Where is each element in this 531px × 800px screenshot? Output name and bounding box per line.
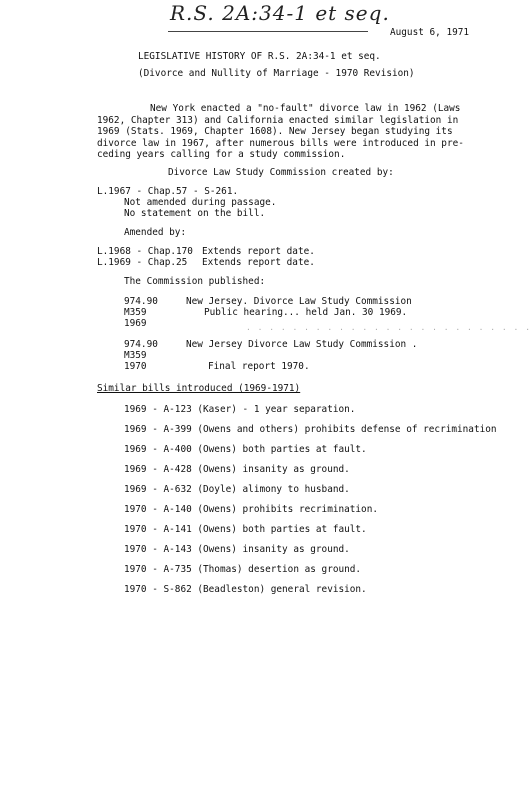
amended-desc: Extends report date.: [202, 257, 315, 268]
handwritten-underline: [168, 31, 368, 32]
commission-law: L.1967 - Chap.57 - S-261.: [97, 186, 239, 197]
document-date: August 6, 1971: [390, 27, 470, 38]
intro-line: 1962, Chapter 313) and California enacted similar legislation in: [97, 115, 459, 126]
publication-detail: Public hearing... held Jan. 30 1969.: [204, 307, 408, 318]
bill-item: 1969 - A-399 (Owens and others) prohibits defense of recrimination: [124, 424, 497, 435]
commission-note: No statement on the bill.: [124, 208, 266, 219]
amended-heading: Amended by:: [124, 227, 187, 238]
published-heading: The Commission published:: [124, 276, 266, 287]
intro-line: New York enacted a "no-fault" divorce law in 1962 (Laws: [150, 103, 461, 114]
intro-line: divorce law in 1967, after numerous bills were introduced in pre-: [97, 138, 464, 149]
document-subtitle: (Divorce and Nullity of Marriage - 1970 Revision): [138, 68, 415, 79]
amended-law: L.1968 - Chap.170: [97, 246, 193, 257]
call-number: 974.90: [124, 339, 158, 350]
similar-bills-heading: Similar bills introduced (1969-1971): [97, 383, 301, 394]
handwritten-citation: R.S. 2A:34-1 et seq.: [170, 1, 390, 25]
call-number: 1970: [124, 361, 147, 372]
call-number: M359: [124, 307, 147, 318]
faint-marks: · · · · · · · · · · · · · · · · · · · · · · · · ·: [246, 325, 531, 334]
bill-item: 1969 - A-123 (Kaser) - 1 year separation.: [124, 404, 356, 415]
commission-note: Not amended during passage.: [124, 197, 277, 208]
call-number: M359: [124, 350, 147, 361]
document-title: LEGISLATIVE HISTORY OF R.S. 2A:34-1 et seq.: [138, 51, 381, 62]
bill-item: 1970 - A-143 (Owens) insanity as ground.: [124, 544, 350, 555]
publication-title: New Jersey. Divorce Law Study Commission: [186, 296, 412, 307]
amended-desc: Extends report date.: [202, 246, 315, 257]
bill-item: 1970 - A-140 (Owens) prohibits recrimination.: [124, 504, 378, 515]
bill-item: 1969 - A-400 (Owens) both parties at fault.: [124, 444, 367, 455]
call-number: 1969: [124, 318, 147, 329]
commission-heading: Divorce Law Study Commission created by:: [168, 167, 394, 178]
bill-item: 1969 - A-632 (Doyle) alimony to husband.: [124, 484, 350, 495]
call-number: 974.90: [124, 296, 158, 307]
intro-line: ceding years calling for a study commission.: [97, 149, 346, 160]
intro-line: 1969 (Stats. 1969, Chapter 1608). New Jersey began studying its: [97, 126, 453, 137]
bill-item: 1970 - S-862 (Beadleston) general revision.: [124, 584, 367, 595]
publication-title: New Jersey Divorce Law Study Commission .: [186, 339, 418, 350]
bill-item: 1970 - A-141 (Owens) both parties at fault.: [124, 524, 367, 535]
bill-item: 1969 - A-428 (Owens) insanity as ground.: [124, 464, 350, 475]
amended-law: L.1969 - Chap.25: [97, 257, 188, 268]
publication-detail: Final report 1970.: [208, 361, 310, 372]
bill-item: 1970 - A-735 (Thomas) desertion as ground.: [124, 564, 362, 575]
